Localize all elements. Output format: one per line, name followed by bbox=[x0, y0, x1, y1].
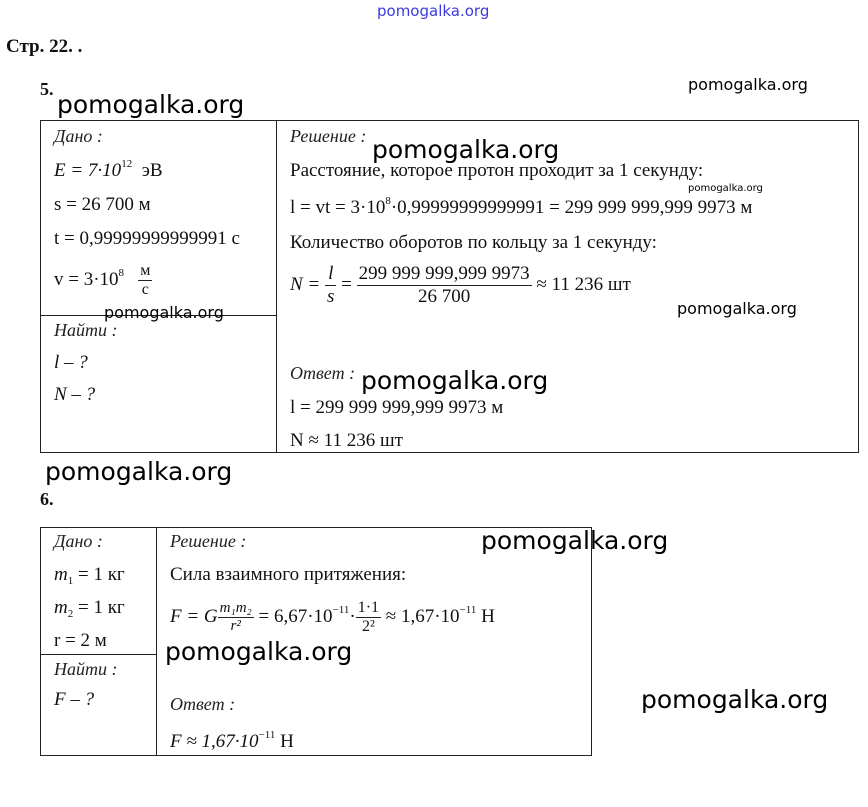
watermark: pomogalka.org bbox=[641, 685, 829, 714]
task5-given-energy: $E = 7\cdot 10^{12}$ эВ bbox=[54, 158, 163, 181]
task5-find-title: Найти : bbox=[54, 320, 118, 340]
watermark: pomogalka.org bbox=[677, 299, 797, 318]
task6-equation-force: F = G $\frac{\text{m₁m₂}}{\text{r²}}$ = $6,67\cdot 10^{-11}\cdot$ $\frac{1\cdot 1}{\text{2²}}$ ≈ $1,67\cdot 10^{-11}$ Н bbox=[170, 599, 495, 635]
watermark: pomogalka.org bbox=[104, 303, 224, 322]
watermark: pomogalka.org bbox=[57, 90, 245, 119]
task5-find-n: N – ? bbox=[54, 384, 96, 405]
watermark: pomogalka.org bbox=[688, 183, 763, 194]
task5-number: 5. bbox=[40, 79, 54, 99]
task6-given-r: r = 2 м bbox=[54, 630, 107, 651]
task6-find-f: F – ? bbox=[54, 689, 95, 710]
watermark: pomogalka.org bbox=[361, 366, 549, 395]
task5-solution-text1: Расстояние, которое протон проходит за 1 секунду: bbox=[290, 160, 704, 181]
task5-find-l: l – ? bbox=[54, 352, 88, 373]
task5-given-title: Дано : bbox=[54, 126, 103, 146]
watermark: pomogalka.org bbox=[481, 526, 669, 555]
task5-given-speed: $v = 3\cdot 10^8$ $\frac{м}{с}$ bbox=[54, 262, 151, 298]
page-label: Стр. 22. . bbox=[6, 36, 83, 57]
task5-answer-title: Ответ : bbox=[290, 363, 356, 383]
task5-answer-l: l = 299 999 999,999 9973 м bbox=[290, 397, 504, 418]
watermark: pomogalka.org bbox=[165, 637, 353, 666]
task5-answer-n: N ≈ 11 236 шт bbox=[290, 430, 403, 451]
task5-equation-turns: N = $\frac{l}{s}$ = $\frac{299 999 999,999 9973}{26 700}$ ≈ 11 236 шт bbox=[290, 263, 631, 307]
task6-find-title: Найти : bbox=[54, 659, 118, 679]
task5-given-distance: s = 26 700 м bbox=[54, 194, 151, 215]
task6-given-m2: $m_2 = 1$ кг bbox=[54, 597, 125, 620]
watermark: pomogalka.org bbox=[688, 75, 808, 94]
task5-equation-distance: l = vt = $3\cdot 10^8\cdot 0,99999999999991 = 299$ 999 999,999 9973 м bbox=[290, 195, 753, 218]
site-header-link[interactable]: pomogalka.org bbox=[377, 2, 490, 20]
task5-solution-text2: Количество оборотов по кольцу за 1 секунду: bbox=[290, 232, 657, 253]
task5-solution-title: Решение : bbox=[290, 126, 367, 146]
task5-given-time: t = 0,99999999999991 с bbox=[54, 228, 240, 249]
task6-answer-f: $F \approx 1,67\cdot 10^{-11}$ Н bbox=[170, 729, 294, 752]
task6-answer-title: Ответ : bbox=[170, 694, 236, 714]
task6-solution-title: Решение : bbox=[170, 531, 247, 551]
watermark: pomogalka.org bbox=[45, 457, 233, 486]
task6-given-m1: $m_1 = 1$ кг bbox=[54, 564, 125, 587]
task6-number: 6. bbox=[40, 489, 54, 509]
task6-solution-text1: Сила взаимного притяжения: bbox=[170, 564, 407, 585]
task6-given-title: Дано : bbox=[54, 531, 103, 551]
watermark: pomogalka.org bbox=[372, 135, 560, 164]
